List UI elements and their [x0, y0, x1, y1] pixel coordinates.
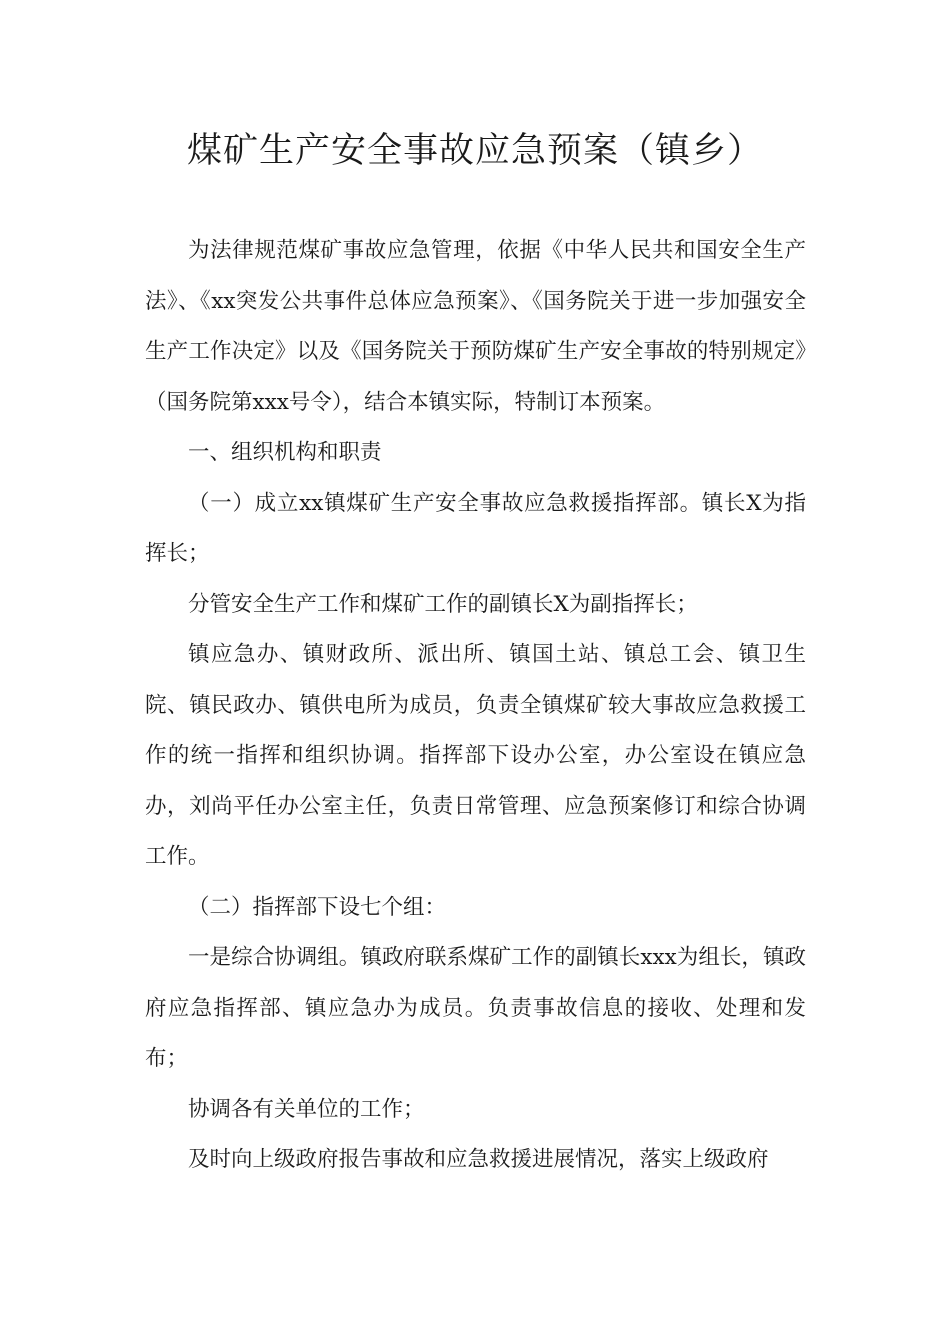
paragraph: （一）成立xx镇煤矿生产安全事故应急救援指挥部。镇长X为指挥长；	[145, 490, 806, 566]
document-body	[145, 226, 806, 1186]
paragraph: 一是综合协调组。镇政府联系煤矿工作的副镇长xxx为组长，镇政府应急指挥部、镇应急办为成员。负责事故信息的接收、处理和发布；	[145, 945, 806, 1071]
paragraph: 分管安全生产工作和煤矿工作的副镇长X为副指挥长；	[188, 591, 698, 617]
section-heading: 一、组织机构和职责	[188, 440, 382, 465]
intro-paragraph: 为法律规范煤矿事故应急管理，依据《中华人民共和国安全生产法》、《xx突发公共事件总体应急预案》、《国务院关于进一步加强安全生产工作决定》以及《国务院关于预防煤矿生产安全事故的特别规定》（国务院第xxx号令），结合本镇实际，特制订本预案。	[145, 238, 806, 415]
paragraph: 协调各有关单位的工作；	[188, 1096, 425, 1122]
paragraph: 及时向上级政府报告事故和应急救援进展情况，落实上级政府	[188, 1147, 769, 1172]
paragraph: （二）指挥部下设七个组：	[188, 894, 447, 920]
document-title: 煤矿生产安全事故应急预案（镇乡）	[186, 131, 763, 171]
paragraph: 镇应急办、镇财政所、派出所、镇国土站、镇总工会、镇卫生院、镇民政办、镇供电所为成员，负责全镇煤矿较大事故应急救援工作的统一指挥和组织协调。指挥部下设办公室，办公室设在镇应急办，刘尚平任办公室主任，负责日常管理、应急预案修订和综合协调工作。	[145, 642, 806, 869]
